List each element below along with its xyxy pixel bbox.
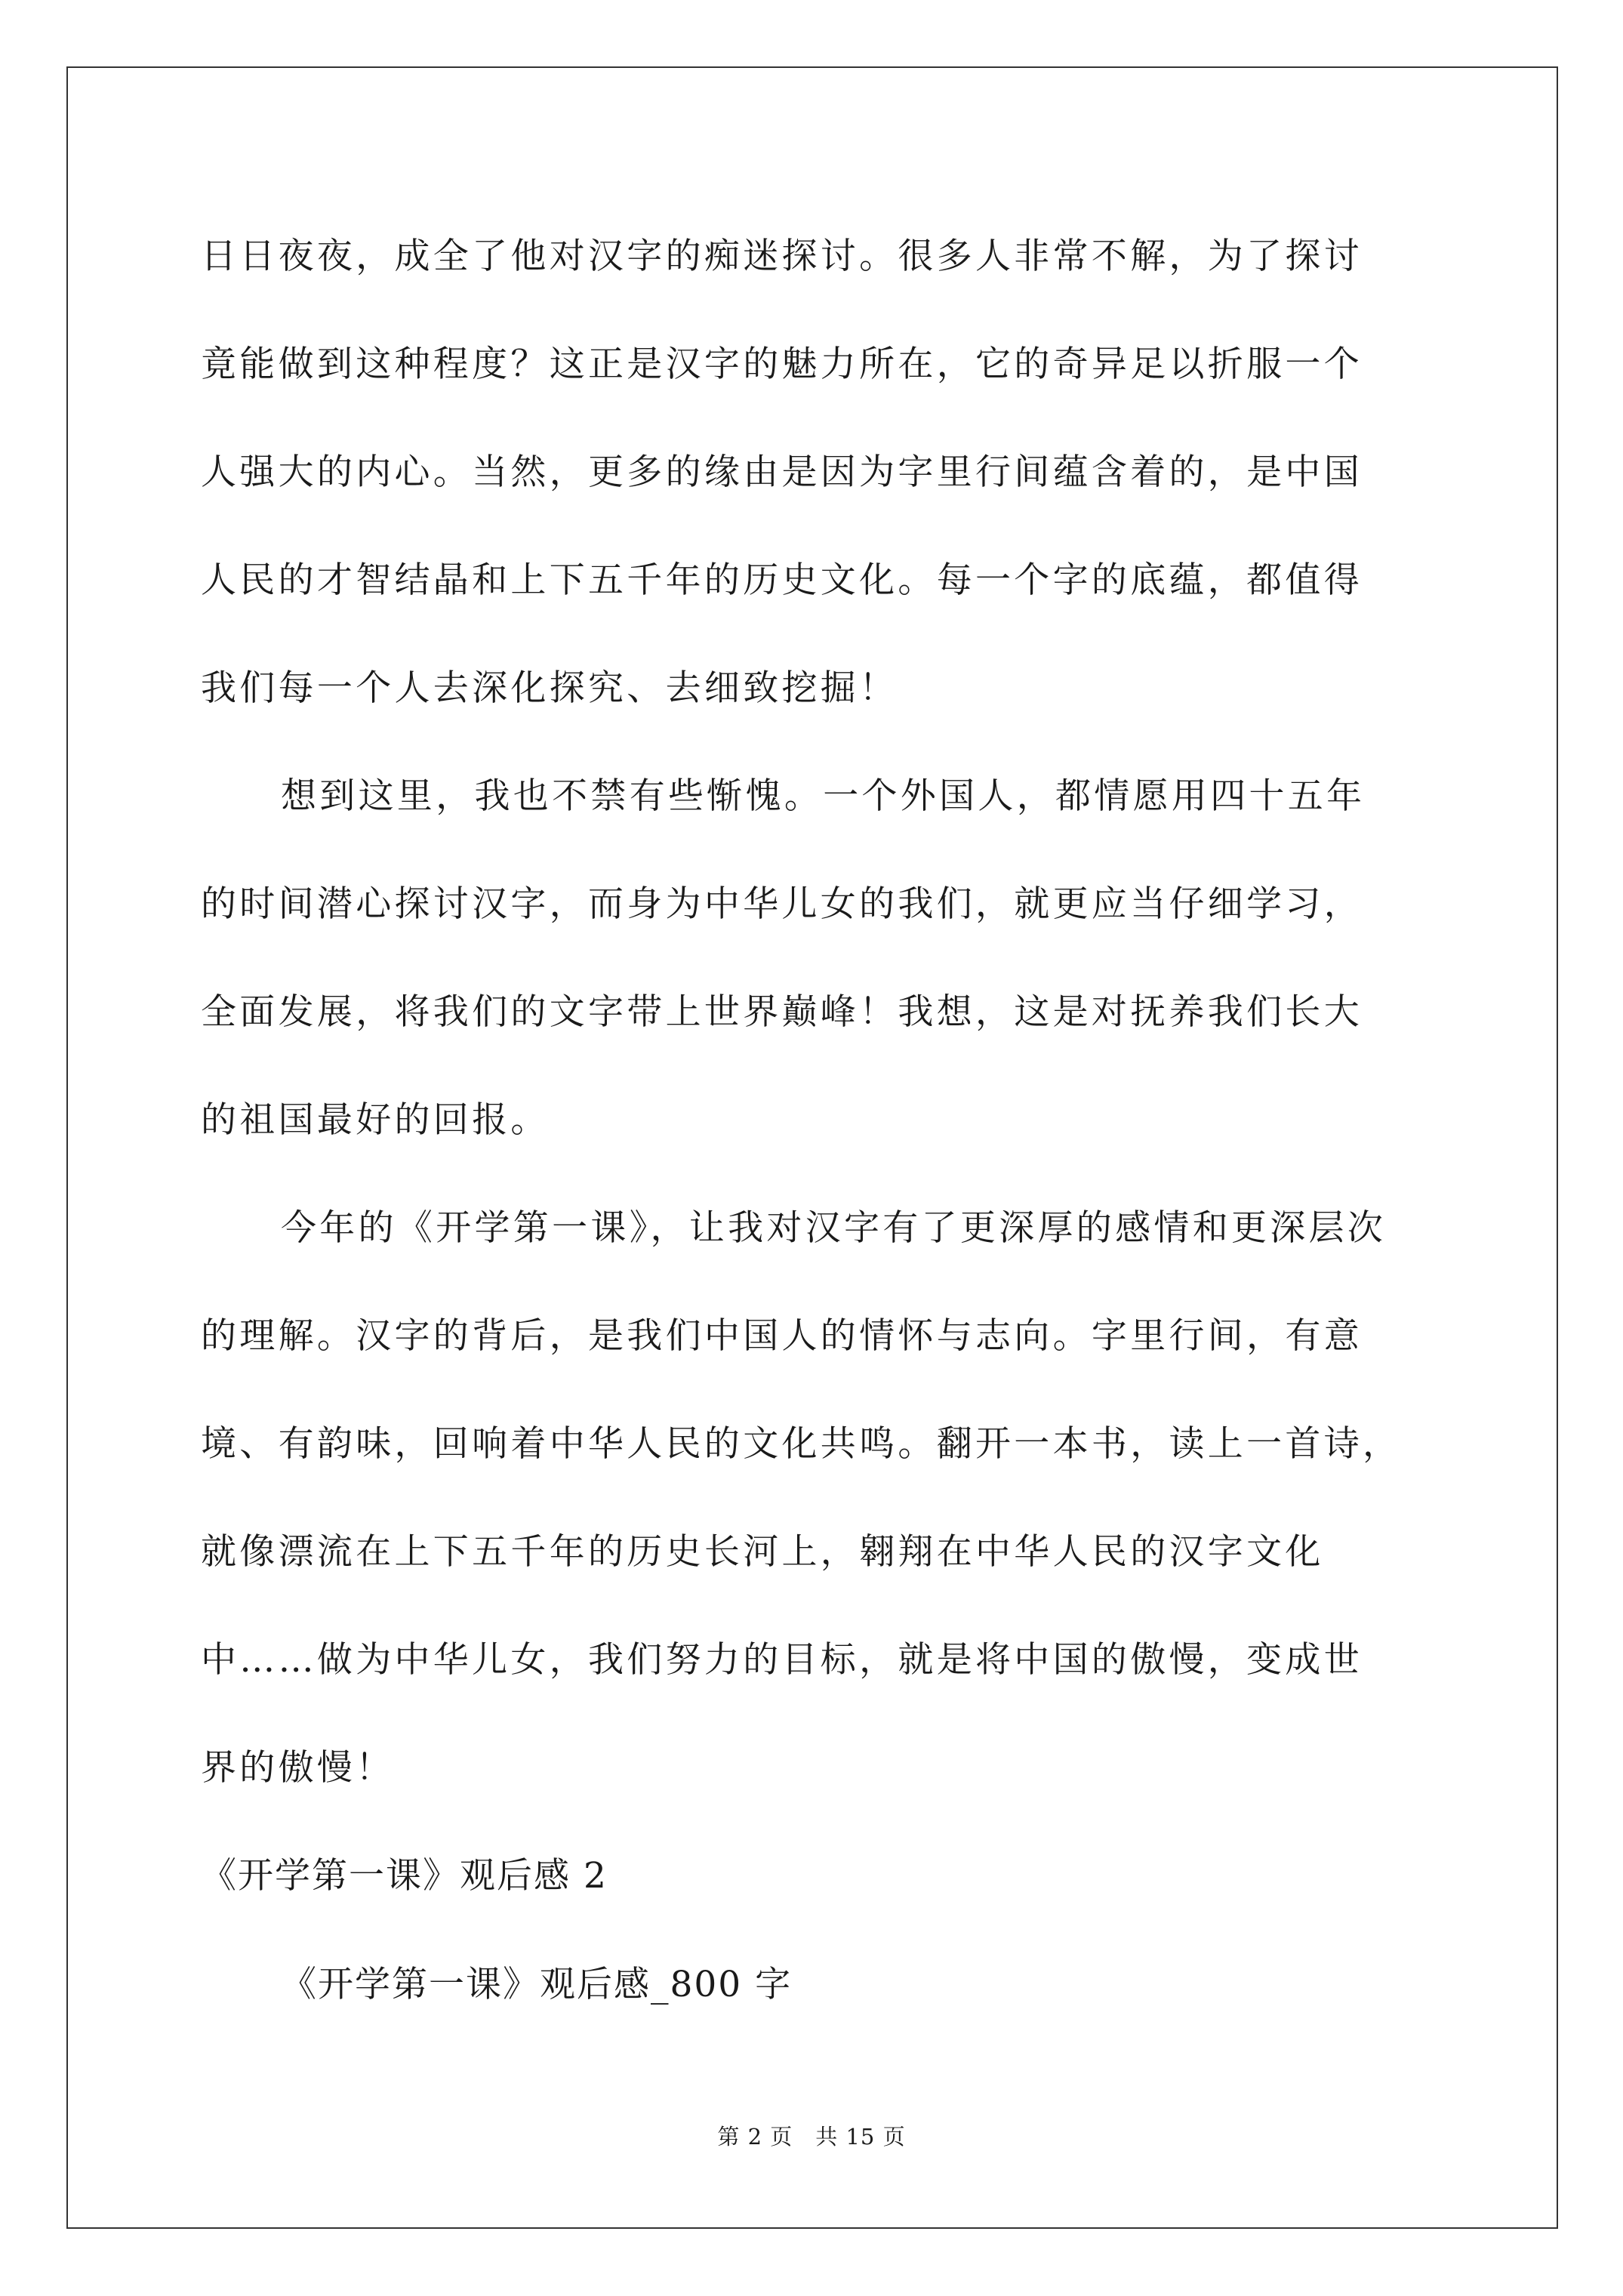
- body-line-4: 人民的才智结晶和上下五千年的历史文化。每一个字的底蕴，都值得: [201, 559, 1363, 601]
- body-line-9: 的祖国最好的回报。: [201, 1099, 550, 1141]
- body-line-13: 就像漂流在上下五千年的历史长河上，翱翔在中华人民的汉字文化: [201, 1531, 1324, 1573]
- section-heading: 《开学第一课》观后感 2: [201, 1855, 608, 1897]
- body-line-1: 日日夜夜，成全了他对汉字的痴迷探讨。很多人非常不解，为了探讨: [201, 236, 1363, 277]
- body-line-3: 人强大的内心。当然，更多的缘由是因为字里行间蕴含着的，是中国: [201, 451, 1363, 493]
- body-line-10: 今年的《开学第一课》，让我对汉字有了更深厚的感情和更深层次: [281, 1207, 1387, 1249]
- body-line-12: 境、有韵味，回响着中华人民的文化共鸣。翻开一本书，读上一首诗，: [201, 1423, 1402, 1465]
- body-line-14: 中……做为中华儿女，我们努力的目标，就是将中国的傲慢，变成世: [201, 1639, 1363, 1681]
- body-line-11: 的理解。汉字的背后，是我们中国人的情怀与志向。字里行间，有意: [201, 1315, 1363, 1357]
- body-line-5: 我们每一个人去深化探究、去细致挖掘！: [201, 667, 898, 709]
- page-footer: 第 2 页 共 15 页: [717, 2124, 906, 2150]
- body-line-6: 想到这里，我也不禁有些惭愧。一个外国人，都情愿用四十五年: [281, 775, 1366, 817]
- body-line-8: 全面发展，将我们的文字带上世界巅峰！我想，这是对抚养我们长大: [201, 991, 1363, 1033]
- body-line-2: 竟能做到这种程度？这正是汉字的魅力所在，它的奇异足以折服一个: [201, 344, 1363, 385]
- page-frame: [66, 66, 1558, 2229]
- section-subheading: 《开学第一课》观后感_800 字: [281, 1964, 793, 2005]
- body-line-7: 的时间潜心探讨汉字，而身为中华儿女的我们，就更应当仔细学习，: [201, 883, 1363, 925]
- body-line-15: 界的傲慢！: [201, 1747, 395, 1789]
